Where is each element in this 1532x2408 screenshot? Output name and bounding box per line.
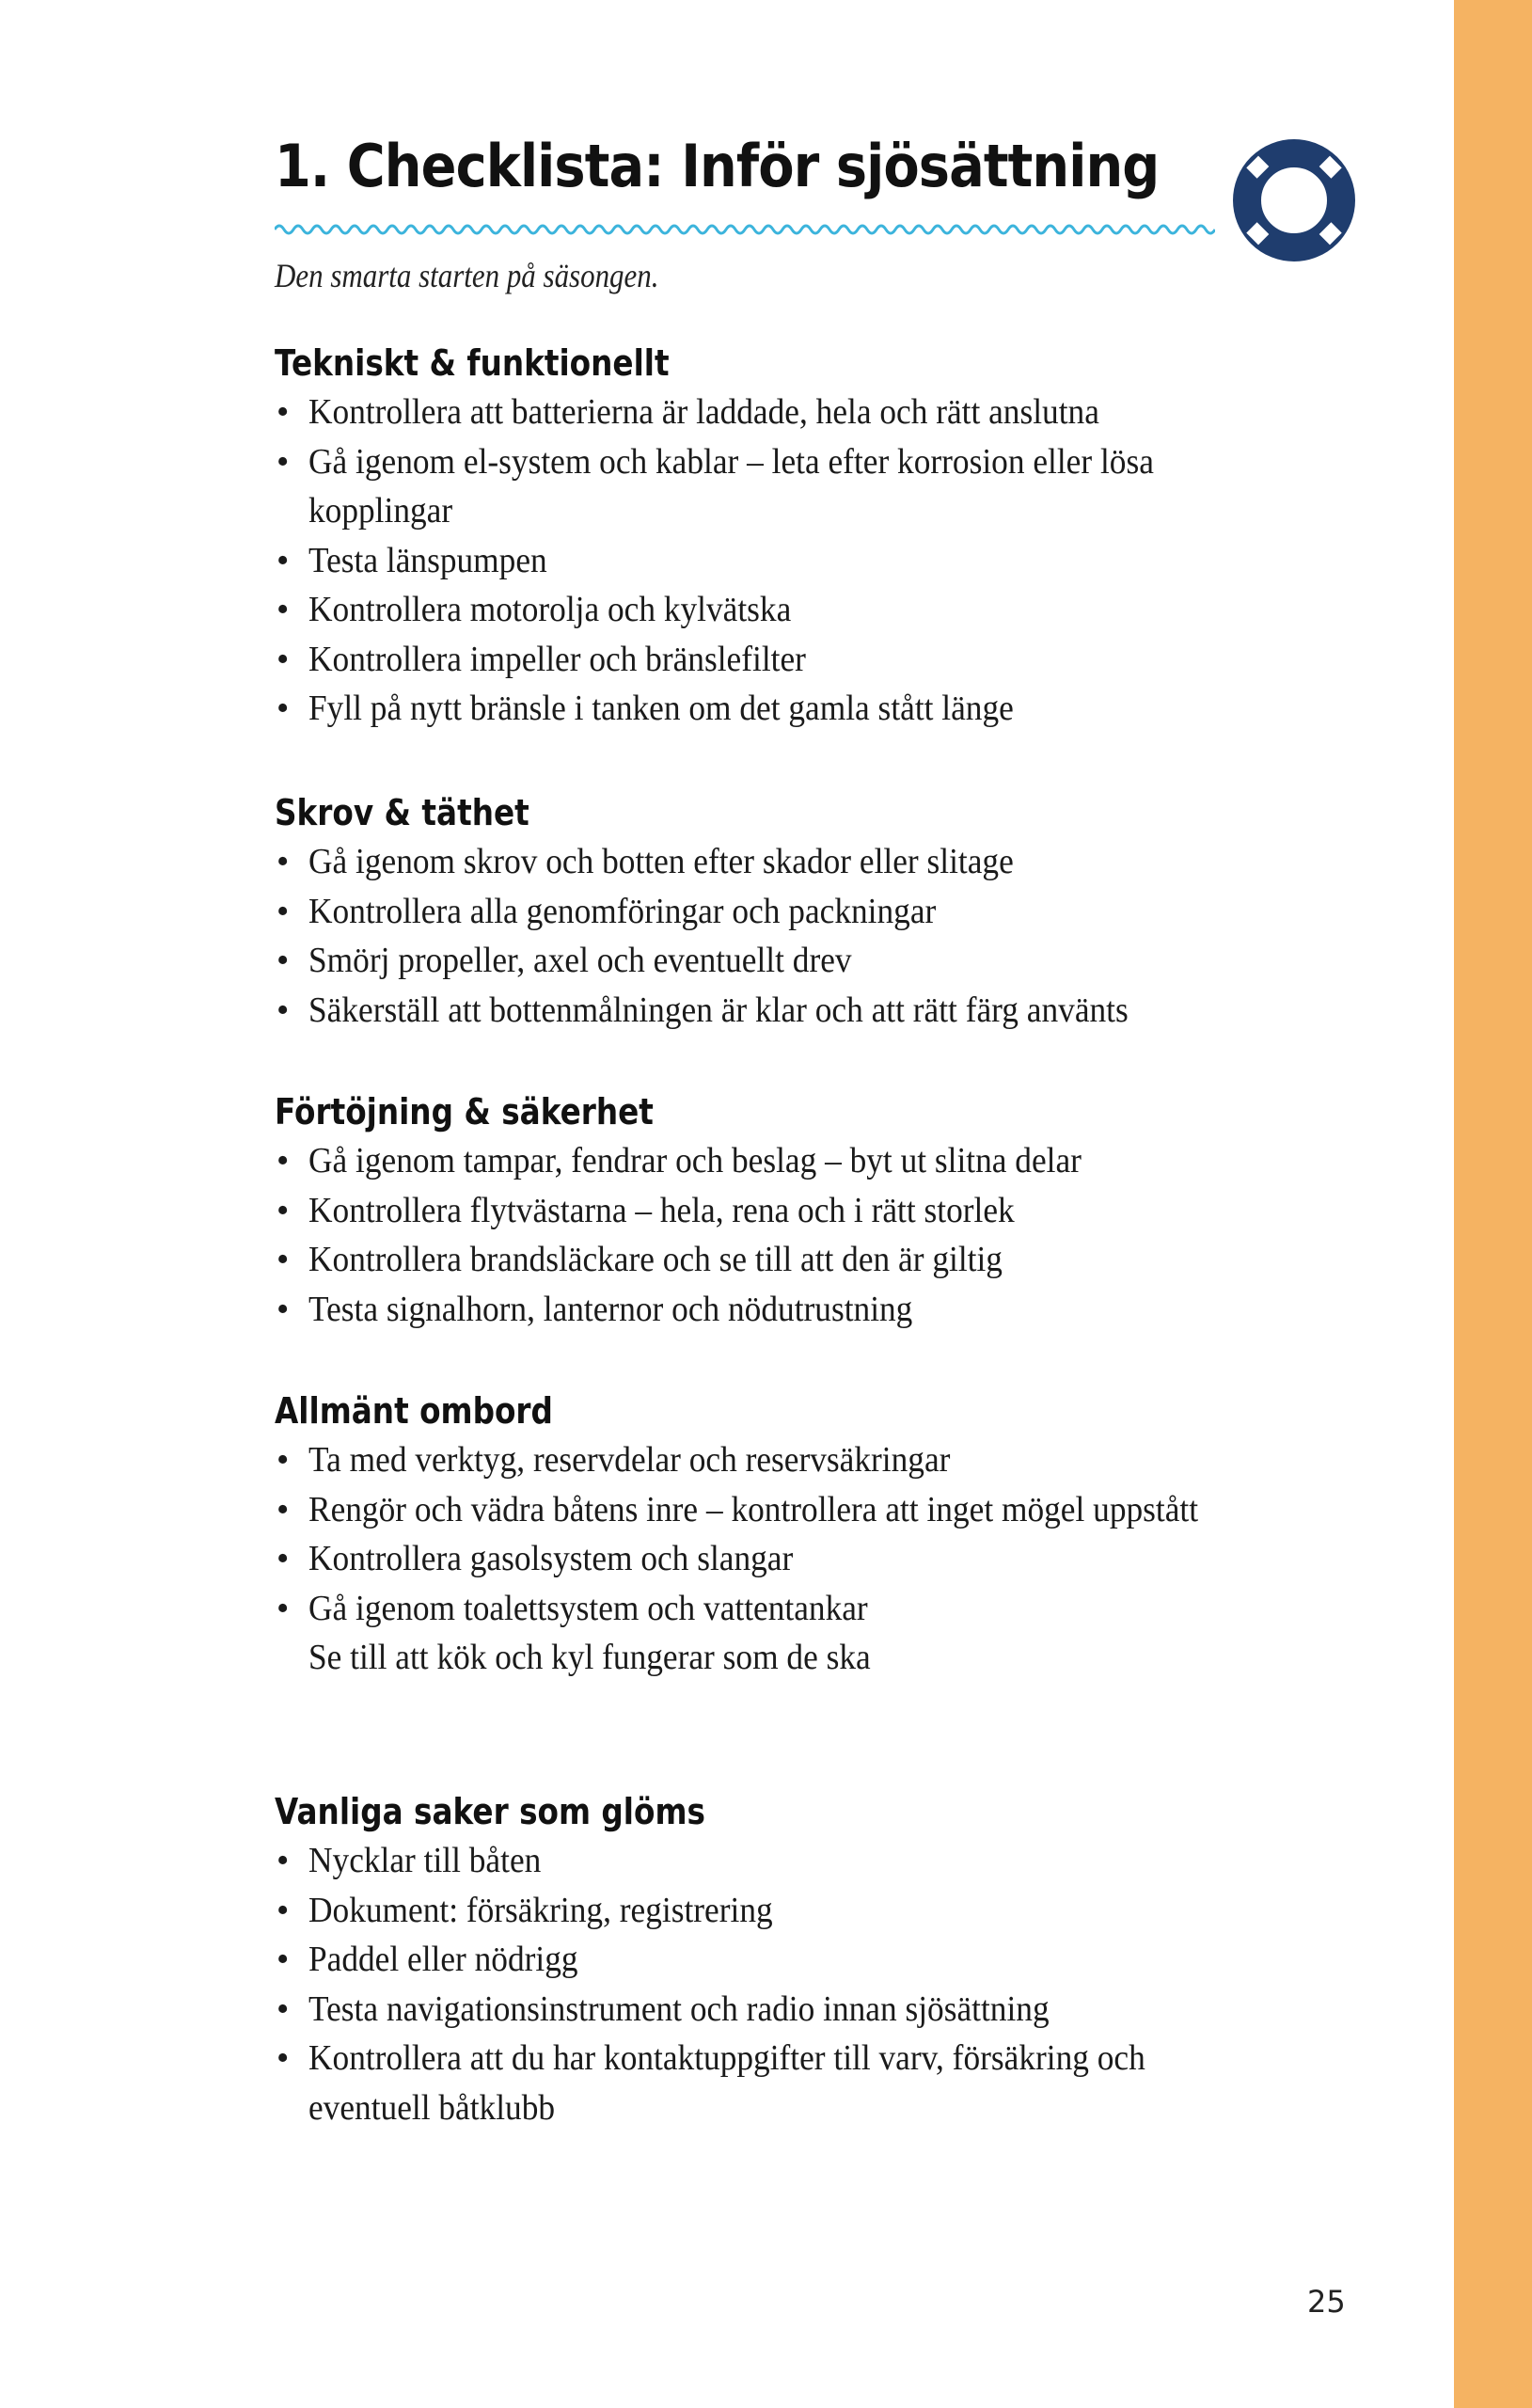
bullet-icon: • <box>276 392 290 432</box>
list-item: • Rengör och vädra båtens inre – kontrollera att inget mögel uppstått <box>275 1485 1384 1535</box>
list-item: • Gå igenom el-system och kablar – leta efter korrosion eller lösa kopplingar <box>275 437 1384 536</box>
list-item: • Testa navigationsinstrument och radio innan sjösättning <box>275 1985 1384 2035</box>
list-item: • Nycklar till båten <box>275 1836 1384 1886</box>
list-item: • Smörj propeller, axel och eventuellt drev <box>275 936 1384 986</box>
section-allmant <box>275 1386 1384 1683</box>
list-item: • Kontrollera gasolsystem och slangar <box>275 1534 1384 1584</box>
bullet-icon: • <box>276 842 290 881</box>
bullet-icon: • <box>276 1988 290 2029</box>
page-subtitle: Den smarta starten på säsongen. <box>275 257 659 294</box>
section-fortojning <box>275 1087 1384 1334</box>
list-item: • Kontrollera alla genomföringar och packningar <box>275 887 1384 937</box>
page-title: 1. Checklista: Inför sjösättning <box>275 132 1160 200</box>
bullet-icon: • <box>276 1489 290 1529</box>
list-item: • Kontrollera att du har kontaktuppgifter till varv, försäkring och eventuell båtklubb <box>275 2034 1384 2132</box>
list-item: • Paddel eller nödrigg <box>275 1935 1384 1985</box>
bullet-icon: • <box>276 1841 290 1880</box>
bullet-icon: • <box>276 1240 290 1279</box>
list-item: • Kontrollera att batterierna är laddade, hela och rätt anslutna <box>275 388 1384 437</box>
bullet-icon: • <box>276 590 290 629</box>
list-item: • Testa länspumpen <box>275 536 1384 586</box>
page-number: 25 <box>1307 2284 1346 2320</box>
bullet-icon: • <box>276 441 290 482</box>
bullet-icon: • <box>276 1440 290 1480</box>
list-item: • Kontrollera brandsläckare och se till att den är giltig <box>275 1235 1384 1285</box>
list-item: • Fyll på nytt bränsle i tanken om det gamla stått länge <box>275 684 1384 734</box>
bullet-icon: • <box>276 1588 290 1628</box>
bullet-icon: • <box>276 1141 290 1180</box>
list-item: • Säkerställ att bottenmålningen är klar och att rätt färg använts <box>275 986 1384 1036</box>
list-item: • Kontrollera impeller och bränslefilter <box>275 635 1384 685</box>
list-item: • Gå igenom toalettsystem och vattentankar <box>275 1584 1384 1634</box>
list-item: • Dokument: försäkring, registrering <box>275 1886 1384 1936</box>
list-item: • Testa signalhorn, lanternor och nödutrustning <box>275 1285 1384 1335</box>
list-item: • Kontrollera flytvästarna – hela, rena och i rätt storlek <box>275 1186 1384 1236</box>
list-item: • Ta med verktyg, reservdelar och reservsäkringar <box>275 1435 1384 1485</box>
list-item: • Gå igenom tampar, fendrar och beslag – byt ut slitna delar <box>275 1136 1384 1186</box>
bullet-icon: • <box>276 689 290 728</box>
bullet-icon: • <box>276 1940 290 1979</box>
bullet-icon: • <box>276 1289 290 1329</box>
bullet-icon: • <box>276 990 290 1030</box>
bullet-icon: • <box>276 639 290 679</box>
bullet-icon: • <box>276 1890 290 1930</box>
bullet-icon: • <box>276 891 290 931</box>
section-heading: Förtöjning & säkerhet <box>275 1091 654 1133</box>
section-heading: Vanliga saker som glöms <box>275 1791 705 1832</box>
section-tekniskt <box>275 339 1384 734</box>
list-item: • Kontrollera motorolja och kylvätska <box>275 585 1384 635</box>
bullet-icon: • <box>276 540 290 580</box>
orange-side-band <box>1454 0 1532 2408</box>
wave-divider <box>275 218 1215 241</box>
section-vanliga <box>275 1787 1384 2132</box>
bullet-icon: • <box>276 1190 290 1230</box>
bullet-icon: • <box>276 2038 290 2078</box>
list-item-continuation: Se till att kök och kyl fungerar som de ska <box>308 1638 871 1677</box>
section-heading: Tekniskt & funktionellt <box>275 342 670 384</box>
section-heading: Allmänt ombord <box>275 1390 553 1432</box>
bullet-icon: • <box>276 1539 290 1578</box>
bullet-icon: • <box>276 941 290 980</box>
section-heading: Skrov & täthet <box>275 792 529 833</box>
list-item: • Gå igenom skrov och botten efter skador eller slitage <box>275 837 1384 887</box>
section-skrov <box>275 788 1384 1035</box>
lifebuoy-icon <box>1230 136 1358 264</box>
